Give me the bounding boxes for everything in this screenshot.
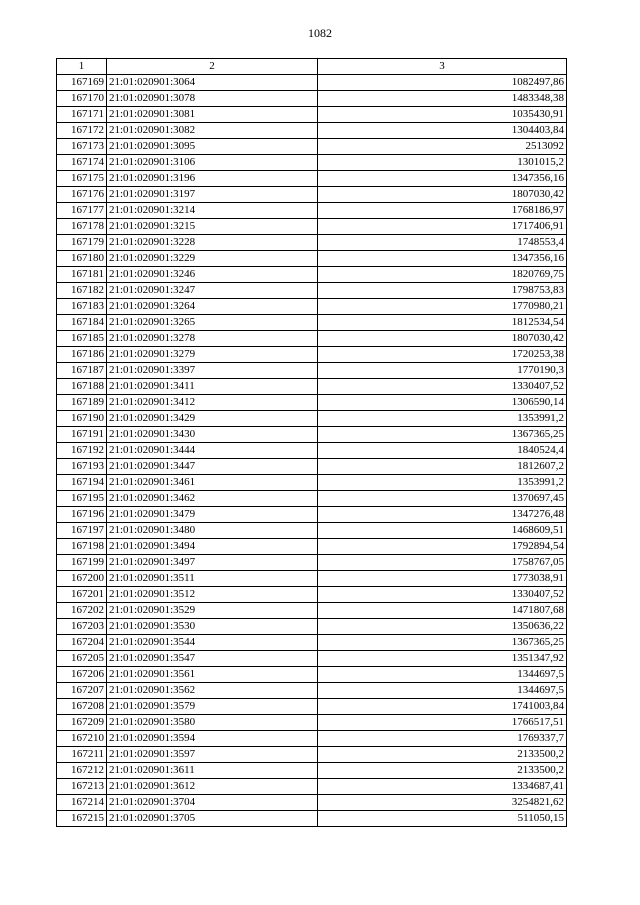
cadastral-number-cell: 21:01:020901:3562: [107, 683, 318, 699]
cadastral-number-cell: 21:01:020901:3264: [107, 299, 318, 315]
row-number-cell: 167203: [57, 619, 107, 635]
value-cell: 1840524,4: [318, 443, 567, 459]
row-number-cell: 167180: [57, 251, 107, 267]
row-number-cell: 167188: [57, 379, 107, 395]
row-number-cell: 167178: [57, 219, 107, 235]
table-row: [57, 107, 567, 123]
cadastral-number-cell: 21:01:020901:3412: [107, 395, 318, 411]
cadastral-number-cell: 21:01:020901:3480: [107, 523, 318, 539]
cadastral-number-cell: 21:01:020901:3078: [107, 91, 318, 107]
table-row: [57, 491, 567, 507]
value-cell: 1820769,75: [318, 267, 567, 283]
cadastral-number-cell: 21:01:020901:3215: [107, 219, 318, 235]
value-cell: 1766517,51: [318, 715, 567, 731]
value-cell: 1769337,7: [318, 731, 567, 747]
row-number-cell: 167208: [57, 699, 107, 715]
row-number-cell: 167197: [57, 523, 107, 539]
row-number-cell: 167199: [57, 555, 107, 571]
cadastral-number-cell: 21:01:020901:3429: [107, 411, 318, 427]
cadastral-number-cell: 21:01:020901:3544: [107, 635, 318, 651]
table-row: [57, 283, 567, 299]
value-cell: 1748553,4: [318, 235, 567, 251]
table-row: [57, 251, 567, 267]
row-number-cell: 167182: [57, 283, 107, 299]
row-number-cell: 167210: [57, 731, 107, 747]
row-number-cell: 167192: [57, 443, 107, 459]
table-body: [57, 75, 567, 827]
cadastral-number-cell: 21:01:020901:3529: [107, 603, 318, 619]
table-row: [57, 315, 567, 331]
row-number-cell: 167172: [57, 123, 107, 139]
table-row: [57, 395, 567, 411]
row-number-cell: 167202: [57, 603, 107, 619]
value-cell: 1812607,2: [318, 459, 567, 475]
table-row: [57, 539, 567, 555]
table-row: [57, 555, 567, 571]
value-cell: 1301015,2: [318, 155, 567, 171]
value-cell: 2513092: [318, 139, 567, 155]
table-row: [57, 715, 567, 731]
table-row: [57, 731, 567, 747]
row-number-cell: 167173: [57, 139, 107, 155]
row-number-cell: 167204: [57, 635, 107, 651]
table-row: [57, 523, 567, 539]
cadastral-number-cell: 21:01:020901:3497: [107, 555, 318, 571]
row-number-cell: 167212: [57, 763, 107, 779]
table-row: [57, 411, 567, 427]
cadastral-number-cell: 21:01:020901:3064: [107, 75, 318, 91]
table-header: [57, 59, 567, 75]
value-cell: 1807030,42: [318, 331, 567, 347]
value-cell: 1367365,25: [318, 635, 567, 651]
row-number-cell: 167190: [57, 411, 107, 427]
row-number-cell: 167195: [57, 491, 107, 507]
cadastral-number-cell: 21:01:020901:3411: [107, 379, 318, 395]
value-cell: 1798753,83: [318, 283, 567, 299]
table-row: [57, 587, 567, 603]
value-cell: 1768186,97: [318, 203, 567, 219]
table-row: [57, 363, 567, 379]
value-cell: 1717406,91: [318, 219, 567, 235]
table-row: [57, 635, 567, 651]
row-number-cell: 167174: [57, 155, 107, 171]
cadastral-number-cell: 21:01:020901:3447: [107, 459, 318, 475]
row-number-cell: 167186: [57, 347, 107, 363]
value-cell: 1330407,52: [318, 587, 567, 603]
cadastral-number-cell: 21:01:020901:3612: [107, 779, 318, 795]
value-cell: 2133500,2: [318, 763, 567, 779]
value-cell: 1330407,52: [318, 379, 567, 395]
table-row: [57, 811, 567, 827]
table-row: [57, 171, 567, 187]
table-row: [57, 619, 567, 635]
value-cell: 1350636,22: [318, 619, 567, 635]
value-cell: 1770980,21: [318, 299, 567, 315]
value-cell: 1304403,84: [318, 123, 567, 139]
row-number-cell: 167215: [57, 811, 107, 827]
table-row: [57, 75, 567, 91]
table-row: [57, 331, 567, 347]
row-number-cell: 167209: [57, 715, 107, 731]
table-row: [57, 235, 567, 251]
cadastral-number-cell: 21:01:020901:3278: [107, 331, 318, 347]
row-number-cell: 167193: [57, 459, 107, 475]
cadastral-number-cell: 21:01:020901:3530: [107, 619, 318, 635]
row-number-cell: 167171: [57, 107, 107, 123]
row-number-cell: 167198: [57, 539, 107, 555]
value-cell: 1773038,91: [318, 571, 567, 587]
table-row: [57, 203, 567, 219]
value-cell: 1344697,5: [318, 683, 567, 699]
row-number-cell: 167170: [57, 91, 107, 107]
cadastral-number-cell: 21:01:020901:3214: [107, 203, 318, 219]
cadastral-number-cell: 21:01:020901:3279: [107, 347, 318, 363]
cadastral-number-cell: 21:01:020901:3397: [107, 363, 318, 379]
value-cell: 1483348,38: [318, 91, 567, 107]
cadastral-number-cell: 21:01:020901:3228: [107, 235, 318, 251]
table-row: [57, 123, 567, 139]
value-cell: 1471807,68: [318, 603, 567, 619]
cadastral-number-cell: 21:01:020901:3547: [107, 651, 318, 667]
cadastral-number-cell: 21:01:020901:3594: [107, 731, 318, 747]
table-row: [57, 139, 567, 155]
table-row: [57, 651, 567, 667]
cadastral-number-cell: 21:01:020901:3512: [107, 587, 318, 603]
table-row: [57, 475, 567, 491]
header-row: [57, 59, 567, 75]
cadastral-number-cell: 21:01:020901:3197: [107, 187, 318, 203]
header-col-2: 2: [107, 59, 318, 75]
table-row: [57, 571, 567, 587]
table-row: [57, 507, 567, 523]
table-row: [57, 187, 567, 203]
table-row: [57, 699, 567, 715]
value-cell: 1347356,16: [318, 171, 567, 187]
table-row: [57, 299, 567, 315]
row-number-cell: 167200: [57, 571, 107, 587]
cadastral-number-cell: 21:01:020901:3247: [107, 283, 318, 299]
value-cell: 1353991,2: [318, 475, 567, 491]
row-number-cell: 167184: [57, 315, 107, 331]
cadastral-number-cell: 21:01:020901:3265: [107, 315, 318, 331]
cadastral-number-cell: 21:01:020901:3579: [107, 699, 318, 715]
value-cell: 1351347,92: [318, 651, 567, 667]
cadastral-number-cell: 21:01:020901:3494: [107, 539, 318, 555]
cadastral-number-cell: 21:01:020901:3704: [107, 795, 318, 811]
value-cell: 1770190,3: [318, 363, 567, 379]
row-number-cell: 167196: [57, 507, 107, 523]
value-cell: 3254821,62: [318, 795, 567, 811]
row-number-cell: 167191: [57, 427, 107, 443]
value-cell: 511050,15: [318, 811, 567, 827]
value-cell: 1812534,54: [318, 315, 567, 331]
cadastral-number-cell: 21:01:020901:3246: [107, 267, 318, 283]
cadastral-number-cell: 21:01:020901:3580: [107, 715, 318, 731]
table-row: [57, 603, 567, 619]
row-number-cell: 167185: [57, 331, 107, 347]
row-number-cell: 167211: [57, 747, 107, 763]
table-row: [57, 667, 567, 683]
row-number-cell: 167189: [57, 395, 107, 411]
cadastral-number-cell: 21:01:020901:3462: [107, 491, 318, 507]
value-cell: 1334687,41: [318, 779, 567, 795]
value-cell: 1353991,2: [318, 411, 567, 427]
row-number-cell: 167194: [57, 475, 107, 491]
row-number-cell: 167175: [57, 171, 107, 187]
value-cell: 1367365,25: [318, 427, 567, 443]
row-number-cell: 167169: [57, 75, 107, 91]
cadastral-number-cell: 21:01:020901:3095: [107, 139, 318, 155]
row-number-cell: 167205: [57, 651, 107, 667]
value-cell: 1720253,38: [318, 347, 567, 363]
table-row: [57, 267, 567, 283]
cadastral-number-cell: 21:01:020901:3082: [107, 123, 318, 139]
page-number: 1082: [308, 26, 332, 40]
cadastral-number-cell: 21:01:020901:3705: [107, 811, 318, 827]
cadastral-number-cell: 21:01:020901:3561: [107, 667, 318, 683]
table-row: [57, 459, 567, 475]
row-number-cell: 167187: [57, 363, 107, 379]
table-row: [57, 155, 567, 171]
value-cell: 1741003,84: [318, 699, 567, 715]
value-cell: 1347356,16: [318, 251, 567, 267]
cadastral-number-cell: 21:01:020901:3081: [107, 107, 318, 123]
row-number-cell: 167181: [57, 267, 107, 283]
table-row: [57, 779, 567, 795]
row-number-cell: 167179: [57, 235, 107, 251]
cadastral-number-cell: 21:01:020901:3106: [107, 155, 318, 171]
value-cell: 1344697,5: [318, 667, 567, 683]
row-number-cell: 167213: [57, 779, 107, 795]
cadastral-number-cell: 21:01:020901:3479: [107, 507, 318, 523]
table-row: [57, 683, 567, 699]
value-cell: 1035430,91: [318, 107, 567, 123]
table-row: [57, 763, 567, 779]
value-cell: 1082497,86: [318, 75, 567, 91]
table-row: [57, 443, 567, 459]
value-cell: 2133500,2: [318, 747, 567, 763]
cadastral-number-cell: 21:01:020901:3597: [107, 747, 318, 763]
row-number-cell: 167183: [57, 299, 107, 315]
cadastral-number-cell: 21:01:020901:3444: [107, 443, 318, 459]
cadastral-number-cell: 21:01:020901:3229: [107, 251, 318, 267]
cadastral-number-cell: 21:01:020901:3611: [107, 763, 318, 779]
cadastral-number-cell: 21:01:020901:3196: [107, 171, 318, 187]
value-cell: 1758767,05: [318, 555, 567, 571]
table-row: [57, 347, 567, 363]
value-cell: 1792894,54: [318, 539, 567, 555]
table-row: [57, 747, 567, 763]
table-row: [57, 219, 567, 235]
cadastral-number-cell: 21:01:020901:3430: [107, 427, 318, 443]
row-number-cell: 167176: [57, 187, 107, 203]
value-cell: 1306590,14: [318, 395, 567, 411]
value-cell: 1807030,42: [318, 187, 567, 203]
row-number-cell: 167207: [57, 683, 107, 699]
value-cell: 1347276,48: [318, 507, 567, 523]
table-row: [57, 91, 567, 107]
table-row: [57, 427, 567, 443]
row-number-cell: 167201: [57, 587, 107, 603]
row-number-cell: 167214: [57, 795, 107, 811]
row-number-cell: 167206: [57, 667, 107, 683]
table-row: [57, 795, 567, 811]
header-col-3: 3: [318, 59, 567, 75]
value-cell: 1468609,51: [318, 523, 567, 539]
cadastral-number-cell: 21:01:020901:3461: [107, 475, 318, 491]
data-table: [56, 58, 567, 827]
value-cell: 1370697,45: [318, 491, 567, 507]
header-col-1: 1: [57, 59, 107, 75]
cadastral-number-cell: 21:01:020901:3511: [107, 571, 318, 587]
row-number-cell: 167177: [57, 203, 107, 219]
table-row: [57, 379, 567, 395]
